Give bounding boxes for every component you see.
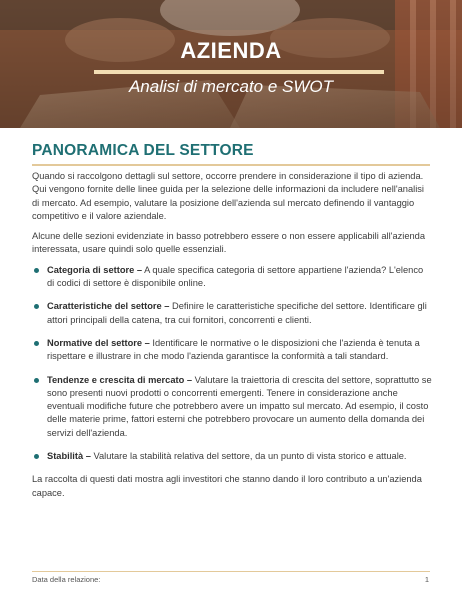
section-heading: PANORAMICA DEL SETTORE xyxy=(32,142,254,159)
closing-paragraph: La raccolta di questi dati mostra agli investitori che stanno dando il loro contributo a un'azienda capace. xyxy=(32,474,422,498)
list-item-text: Definire le caratteristiche specifiche del settore. Identificare gli attori principali della catena, tra cui fornitori, concorrenti e clienti. xyxy=(47,301,427,325)
bullet-icon xyxy=(34,378,39,383)
list-item-term: Tendenze e crescita di mercato – xyxy=(47,374,193,385)
office-photo-background xyxy=(0,0,462,128)
section-body xyxy=(32,170,432,507)
document-subtitle: Analisi di mercato e SWOT xyxy=(128,77,334,96)
bullet-icon xyxy=(34,304,39,309)
list-item xyxy=(32,337,432,364)
bullet-icon xyxy=(34,341,39,346)
list-item-term: Caratteristiche del settore – xyxy=(47,301,170,312)
bullet-icon xyxy=(34,268,39,273)
list-item-term: Stabilità – xyxy=(47,451,91,462)
bullet-list xyxy=(32,264,432,464)
bullet-icon xyxy=(34,454,39,459)
header-banner xyxy=(0,0,462,128)
report-date-label: Data della relazione: xyxy=(32,575,101,584)
list-item-term: Categoria di settore – xyxy=(47,264,143,275)
list-item xyxy=(32,264,432,291)
intro-paragraph: Alcune delle sezioni evidenziate in basso potrebbero essere o non essere applicabili all'azienda interessata, usare quindi solo quelle essenziali. xyxy=(32,231,426,255)
intro-paragraph: Quando si raccolgono dettagli sul settore, occorre prendere in considerazione il tipo di azienda. Qui vengono fornite delle linee guida per la selezione delle informazioni da includere nell'analisi di mercato. Ad esempio, valutare la posizione dell'azienda sul mercato definendo il vantaggio competitivo e il valore aziendale. xyxy=(32,171,424,221)
list-item-text: Identificare le normative o le disposizioni che l'azienda è tenuta a rispettare e illustrare in che modo l'azienda garantisce la conformità a tali standard. xyxy=(47,337,420,362)
list-item-text: Valutare la traiettoria di crescita del settore, soprattutto se sono presenti nuovi prodotti o concorrenti emergenti. Tenere in considerazione anche eventuali modifiche future che potrebbero avere un impatto sul mercato. Ad esempio, il costo delle materie prime, fattori esterni che potrebbero provocare un aumento della domanda dei servizi dell'azienda. xyxy=(47,374,432,438)
list-item xyxy=(32,300,432,327)
document-title: AZIENDA xyxy=(180,38,282,63)
page-number: 1 xyxy=(424,575,429,584)
list-item xyxy=(32,374,432,440)
section-divider xyxy=(32,164,430,166)
list-item-text: Valutare la stabilità relativa del settore, da un punto di vista storico e attuale. xyxy=(90,451,407,462)
list-item-term: Normative del settore – xyxy=(47,337,150,348)
list-item-text: A quale specifica categoria di settore appartiene l'azienda? L'elenco di codici di settore è disponibile online. xyxy=(47,264,424,289)
title-divider xyxy=(94,70,384,74)
footer-divider xyxy=(32,571,430,572)
list-item xyxy=(32,450,432,463)
